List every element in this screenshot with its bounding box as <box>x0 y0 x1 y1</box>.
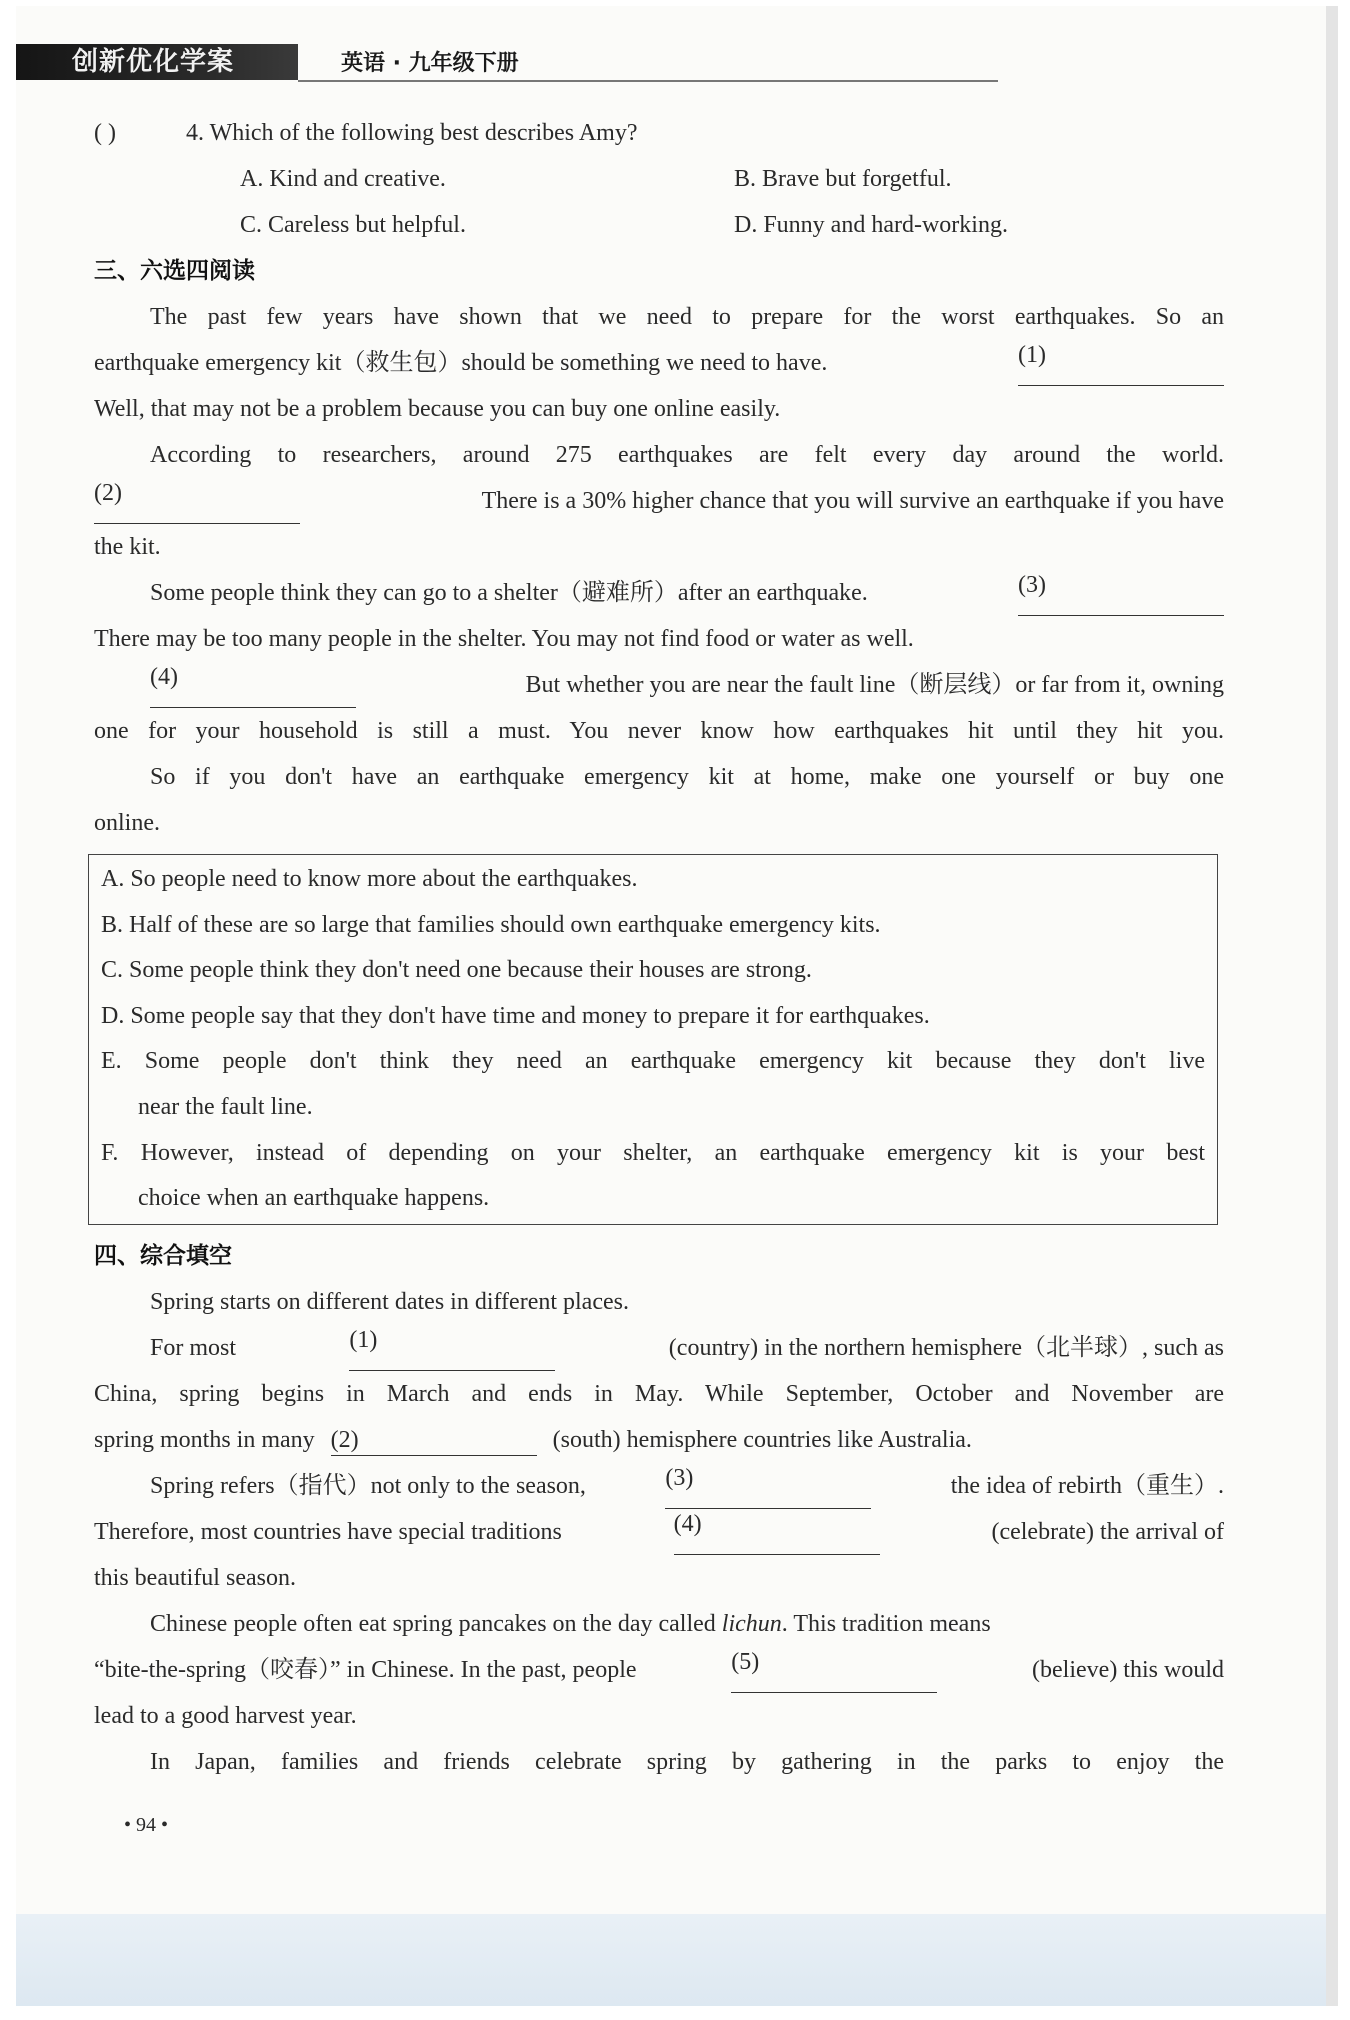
s3-paragraph-1-line-1: The past few years have shown that we need to prepare for the worst earthquakes. So an <box>150 304 1224 330</box>
blank-s3-2[interactable]: (2) <box>94 478 300 524</box>
footer-band <box>16 1914 1326 2006</box>
blank-s4-2[interactable]: (2) <box>331 1425 537 1456</box>
s4-text: (believe) this would <box>1032 1656 1224 1683</box>
s3-paragraph-2-line-2 <box>94 478 1224 524</box>
textbook-page <box>16 6 1326 2006</box>
option-box-f-line-1: F. However, instead of depending on your shelter, an earthquake emergency kit is your best <box>101 1139 1205 1166</box>
options-box <box>88 854 1218 1225</box>
s3-text: earthquake emergency kit（救生包）should be something we need to have. <box>94 350 828 376</box>
s3-text: There is a 30% higher chance that you will survive an earthquake if you have <box>481 488 1224 514</box>
s4-paragraph-5: In Japan, families and friends celebrate spring by gathering in the parks to enjoy the <box>150 1748 1224 1775</box>
blank-s3-1[interactable]: (1) <box>1018 340 1224 386</box>
blank-s4-4[interactable]: (4) <box>674 1509 880 1555</box>
option-box-c: C. Some people think they don't need one because their houses are strong. <box>101 957 812 984</box>
brand-banner: 创新优化学案 <box>16 44 298 80</box>
s4-text-part: Chinese people often eat spring pancakes on the day called <box>150 1610 716 1637</box>
s4-text: Spring refers（指代）not only to the season, <box>150 1472 586 1499</box>
s4-paragraph-2-line-2: China, spring begins in March and ends in May. While September, October and November are <box>94 1380 1224 1407</box>
blank-s4-5[interactable]: (5) <box>731 1647 937 1693</box>
s3-paragraph-2-line-3: the kit. <box>94 534 161 560</box>
section-4-title: 四、综合填空 <box>94 1242 232 1269</box>
s4-paragraph-4-line-3: lead to a good harvest year. <box>94 1702 357 1729</box>
s4-text: Therefore, most countries have special traditions <box>94 1518 562 1545</box>
s4-text: For most <box>150 1334 237 1361</box>
subject-title: 英语 · 九年级下册 <box>341 51 519 76</box>
blank-s3-3[interactable]: (3) <box>1018 570 1224 616</box>
option-box-d: D. Some people say that they don't have time and money to prepare it for earthquakes. <box>101 1002 930 1029</box>
s4-paragraph-1: Spring starts on different dates in different places. <box>150 1288 629 1315</box>
option-b: B. Brave but forgetful. <box>734 166 952 192</box>
answer-paren: ( ) <box>94 120 116 146</box>
s3-paragraph-4-line-2: one for your household is still a must. You never know how earthquakes hit until they hit you. <box>94 718 1224 744</box>
blank-s3-4[interactable]: (4) <box>150 662 356 708</box>
question-4 <box>94 110 1224 156</box>
s4-text-part: . This tradition means <box>781 1610 991 1637</box>
page-number: • 94 • <box>124 1814 169 1836</box>
page-edge <box>1326 6 1338 2006</box>
s4-paragraph-2-line-3 <box>94 1417 1224 1463</box>
question-text: 4. Which of the following best describes Amy? <box>186 120 638 146</box>
s4-paragraph-4-line-1 <box>94 1601 1224 1647</box>
option-box-f-line-2: choice when an earthquake happens. <box>138 1185 490 1212</box>
option-box-b: B. Half of these are so large that families should own earthquake emergency kits. <box>101 911 881 938</box>
s4-text <box>150 1601 991 1647</box>
s3-text: Some people think they can go to a shelter（避难所）after an earthquake. <box>150 580 868 606</box>
option-c: C. Careless but helpful. <box>240 212 466 238</box>
s3-text: But whether you are near the fault line（断层线）or far from it, owning <box>525 672 1224 698</box>
s4-text: (country) in the northern hemisphere（北半球）, such as <box>668 1334 1224 1361</box>
s4-paragraph-3-line-1 <box>94 1463 1224 1509</box>
italic-term: lichun <box>721 1610 782 1637</box>
s4-paragraph-3-line-3: this beautiful season. <box>94 1564 296 1591</box>
s3-paragraph-1-line-3: Well, that may not be a problem because you can buy one online easily. <box>94 396 781 422</box>
s3-paragraph-3-line-1 <box>94 570 1224 616</box>
s4-text: the idea of rebirth（重生）. <box>950 1472 1224 1499</box>
options-row-2 <box>94 202 1224 248</box>
option-box-e-line-2: near the fault line. <box>138 1093 313 1120</box>
option-d: D. Funny and hard-working. <box>734 212 1008 238</box>
s3-paragraph-5-line-2: online. <box>94 810 160 836</box>
s4-text: spring months in many <box>94 1426 315 1453</box>
blank-s4-3[interactable]: (3) <box>665 1463 871 1509</box>
s4-paragraph-2-line-1 <box>94 1325 1224 1371</box>
s4-text: “bite-the-spring（咬春）” in Chinese. In the past, people <box>94 1656 637 1683</box>
option-a: A. Kind and creative. <box>240 166 446 192</box>
s3-paragraph-1-line-2 <box>94 340 1224 386</box>
options-row-1 <box>94 156 1224 202</box>
header-rule <box>298 80 998 82</box>
s4-paragraph-4-line-2 <box>94 1647 1224 1693</box>
page-header <box>16 44 996 84</box>
s4-text: (celebrate) the arrival of <box>991 1518 1224 1545</box>
s3-paragraph-3-line-2: There may be too many people in the shelter. You may not find food or water as well. <box>94 626 914 652</box>
section-3-title: 三、六选四阅读 <box>94 258 255 284</box>
page-content <box>94 110 1224 1785</box>
s4-paragraph-3-line-2 <box>94 1509 1224 1555</box>
s3-paragraph-2-line-1: According to researchers, around 275 earthquakes are felt every day around the world. <box>150 442 1224 468</box>
s3-paragraph-4-line-1 <box>94 662 1224 708</box>
option-box-a: A. So people need to know more about the earthquakes. <box>101 866 638 892</box>
blank-s4-1[interactable]: (1) <box>349 1325 555 1371</box>
s4-text: (south) hemisphere countries like Australia. <box>552 1426 972 1453</box>
s3-paragraph-5-line-1: So if you don't have an earthquake emergency kit at home, make one yourself or buy one <box>150 764 1224 790</box>
option-box-e-line-1: E. Some people don't think they need an earthquake emergency kit because they don't live <box>101 1048 1205 1075</box>
